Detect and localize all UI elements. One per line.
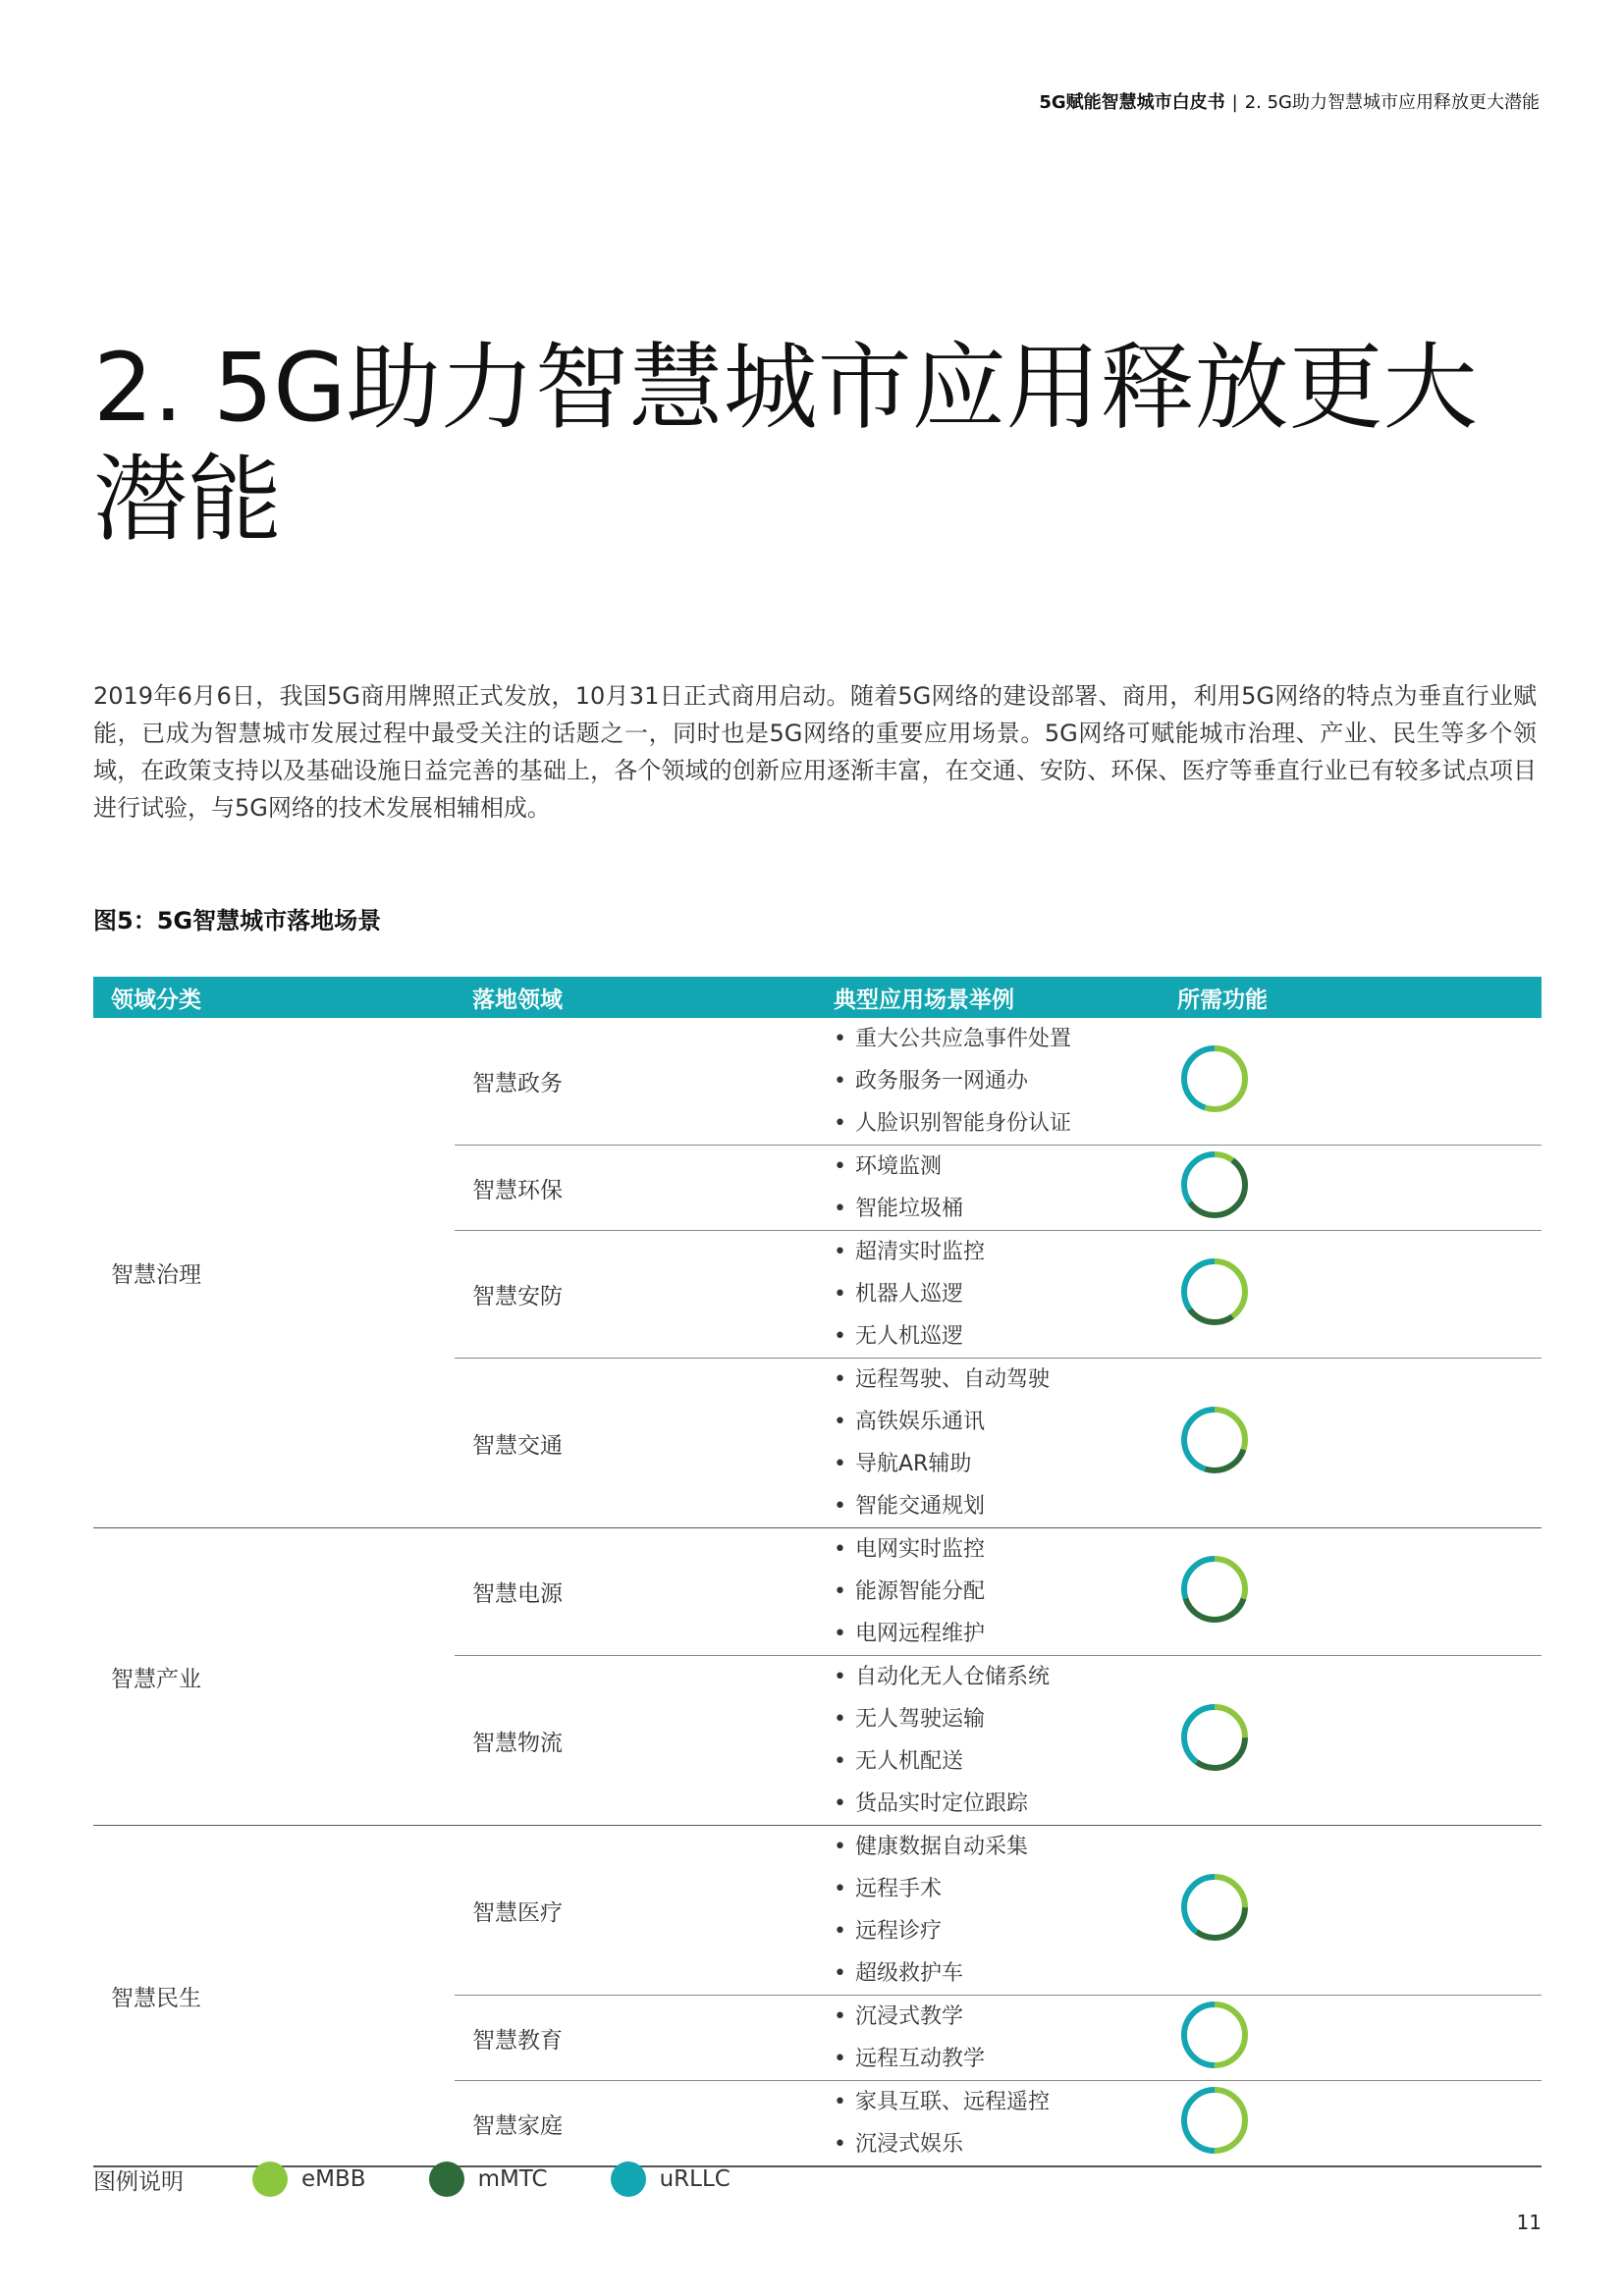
table-row	[93, 1528, 1542, 1656]
list-item	[834, 2038, 1160, 2080]
bullet-icon: •	[834, 1452, 846, 1476]
examples-cell	[816, 1528, 1160, 1656]
list-item	[834, 1102, 1160, 1145]
field-cell: 智慧政务	[472, 1071, 563, 1096]
example-text: 货品实时定位跟踪	[855, 1791, 1029, 1816]
bullet-icon: •	[834, 1240, 846, 1264]
field-cell: 智慧教育	[455, 1996, 816, 2081]
list-item	[834, 1571, 1160, 1613]
examples-cell	[816, 1826, 1160, 1996]
list-item	[834, 1613, 1160, 1655]
legend	[93, 2162, 793, 2197]
function-ring-icon	[1177, 1870, 1252, 1945]
list-item	[834, 1188, 1160, 1230]
examples-list	[834, 1231, 1160, 1358]
field-cell: 智慧环保	[455, 1146, 816, 1231]
example-text: 超级救护车	[855, 1961, 964, 1986]
example-text: 政务服务一网通办	[855, 1069, 1029, 1094]
table-body	[93, 1018, 1542, 2166]
table-row	[93, 1018, 1542, 1146]
example-text: 远程互动教学	[855, 2047, 986, 2071]
field-cell: 智慧电源	[455, 1528, 816, 1656]
bullet-icon: •	[834, 1622, 846, 1646]
examples-list	[834, 1996, 1160, 2080]
legend-label-urllc: uRLLC	[659, 2166, 731, 2192]
field-cell: 智慧安防	[455, 1231, 816, 1359]
function-ring-icon	[1177, 1255, 1252, 1329]
bullet-icon: •	[834, 2090, 846, 2114]
bullet-icon: •	[834, 1324, 846, 1349]
functions-cell	[1160, 1359, 1542, 1528]
category-cell: 智慧产业	[93, 1528, 455, 1826]
bullet-icon: •	[834, 1537, 846, 1562]
page-title	[93, 332, 1546, 556]
example-text: 导航AR辅助	[855, 1452, 972, 1476]
legend-item-urllc	[611, 2162, 731, 2197]
list-item	[834, 1783, 1160, 1825]
examples-list	[834, 1826, 1160, 1995]
example-text: 电网实时监控	[855, 1537, 986, 1562]
examples-cell	[816, 1146, 1160, 1231]
bullet-icon: •	[834, 2047, 846, 2071]
bullet-icon: •	[834, 1749, 846, 1774]
bullet-icon: •	[834, 1707, 846, 1732]
legend-item-embb	[252, 2162, 366, 2197]
list-item	[834, 1401, 1160, 1443]
functions-cell	[1160, 1656, 1542, 1826]
category-cell: 智慧治理	[111, 1262, 201, 1288]
list-item	[834, 1952, 1160, 1995]
scenario-table	[93, 977, 1542, 2167]
list-item	[834, 1315, 1160, 1358]
example-text: 家具互联、远程遥控	[855, 2090, 1051, 2114]
example-text: 远程驾驶、自动驾驶	[855, 1367, 1051, 1392]
functions-cell	[1160, 1018, 1542, 1146]
example-text: 沉浸式娱乐	[855, 2132, 964, 2157]
functions-cell	[1160, 1826, 1542, 1996]
function-ring-icon	[1177, 1041, 1252, 1116]
embb-swatch-icon	[252, 2162, 288, 2197]
example-text: 人脸识别智能身份认证	[855, 1111, 1072, 1136]
table-row	[93, 1826, 1542, 1996]
functions-cell	[1160, 1231, 1542, 1359]
column-header-field: 落地领域	[455, 977, 816, 1018]
function-ring-icon	[1177, 1552, 1252, 1627]
examples-cell	[816, 2081, 1160, 2167]
field-cell: 智慧家庭	[455, 2081, 816, 2167]
list-item	[834, 1826, 1160, 1868]
function-ring-icon	[1177, 1700, 1252, 1775]
list-item	[834, 1740, 1160, 1783]
bullet-icon: •	[834, 1835, 846, 1859]
example-text: 远程诊疗	[855, 1919, 943, 1944]
example-text: 健康数据自动采集	[855, 1835, 1029, 1859]
legend-title: 图例说明	[93, 2168, 184, 2195]
list-item	[834, 1698, 1160, 1740]
legend-label-mmtc: mMTC	[477, 2166, 548, 2192]
examples-cell	[816, 1359, 1160, 1528]
list-item	[834, 1485, 1160, 1527]
examples-list	[834, 1146, 1160, 1230]
bullet-icon: •	[834, 2132, 846, 2157]
field-cell: 智慧医疗	[455, 1826, 816, 1996]
mmtc-swatch-icon	[429, 2162, 464, 2197]
list-item	[834, 1273, 1160, 1315]
examples-cell	[816, 1018, 1160, 1146]
examples-cell	[816, 1231, 1160, 1359]
field-cell: 智慧交通	[455, 1359, 816, 1528]
example-text: 重大公共应急事件处置	[855, 1027, 1072, 1051]
list-item	[834, 1910, 1160, 1952]
page-title-line1: 2. 5G助力智慧城市应用释放更大	[93, 333, 1478, 443]
example-text: 无人机巡逻	[855, 1324, 964, 1349]
examples-list	[834, 1359, 1160, 1527]
header-separator: |	[1231, 92, 1238, 113]
bullet-icon: •	[834, 1665, 846, 1689]
list-item	[834, 1528, 1160, 1571]
function-ring-icon	[1177, 1403, 1252, 1477]
examples-cell	[816, 1996, 1160, 2081]
list-item	[834, 1146, 1160, 1188]
example-text: 沉浸式教学	[855, 2004, 964, 2029]
bullet-icon: •	[834, 1027, 846, 1051]
list-item	[834, 1443, 1160, 1485]
legend-item-mmtc	[429, 2162, 548, 2197]
page-number: 11	[1516, 2211, 1542, 2234]
example-text: 无人驾驶运输	[855, 1707, 986, 1732]
examples-cell	[816, 1656, 1160, 1826]
example-text: 远程手术	[855, 1877, 943, 1901]
column-header-examples: 典型应用场景举例	[816, 977, 1160, 1018]
bullet-icon: •	[834, 1282, 846, 1307]
example-text: 无人机配送	[855, 1749, 964, 1774]
bullet-icon: •	[834, 1877, 846, 1901]
list-item	[834, 1868, 1160, 1910]
function-ring-icon	[1177, 1998, 1252, 2072]
list-item	[834, 1231, 1160, 1273]
function-ring-icon	[1177, 2083, 1252, 2158]
example-text: 智能交通规划	[855, 1494, 986, 1519]
header-section-title: 2. 5G助力智慧城市应用释放更大潜能	[1244, 92, 1540, 113]
legend-label-embb: eMBB	[301, 2166, 366, 2192]
table-header-row	[93, 977, 1542, 1018]
list-item	[834, 2081, 1160, 2123]
list-item	[834, 1359, 1160, 1401]
page-title-line2: 潜能	[93, 445, 282, 555]
column-header-category: 领域分类	[93, 977, 455, 1018]
bullet-icon: •	[834, 1367, 846, 1392]
examples-list	[834, 2081, 1160, 2165]
bullet-icon: •	[834, 1494, 846, 1519]
list-item	[834, 2123, 1160, 2165]
example-text: 电网远程维护	[855, 1622, 986, 1646]
bullet-icon: •	[834, 1791, 846, 1816]
example-text: 自动化无人仓储系统	[855, 1665, 1051, 1689]
bullet-icon: •	[834, 2004, 846, 2029]
examples-list	[834, 1018, 1160, 1145]
functions-cell	[1160, 1996, 1542, 2081]
column-header-functions: 所需功能	[1160, 977, 1542, 1018]
example-text: 智能垃圾桶	[855, 1197, 964, 1221]
category-cell: 智慧民生	[93, 1826, 455, 2167]
example-text: 超清实时监控	[855, 1240, 986, 1264]
function-ring-icon	[1177, 1148, 1252, 1222]
example-text: 高铁娱乐通讯	[855, 1410, 986, 1434]
bullet-icon: •	[834, 1579, 846, 1604]
functions-cell	[1160, 1528, 1542, 1656]
example-text: 环境监测	[855, 1154, 943, 1179]
bullet-icon: •	[834, 1197, 846, 1221]
bullet-icon: •	[834, 1919, 846, 1944]
examples-list	[834, 1528, 1160, 1655]
bullet-icon: •	[834, 1961, 846, 1986]
example-text: 机器人巡逻	[855, 1282, 964, 1307]
bullet-icon: •	[834, 1111, 846, 1136]
example-text: 能源智能分配	[855, 1579, 986, 1604]
list-item	[834, 1060, 1160, 1102]
figure-caption: 图5：5G智慧城市落地场景	[93, 907, 382, 934]
bullet-icon: •	[834, 1410, 846, 1434]
functions-cell	[1160, 1146, 1542, 1231]
bullet-icon: •	[834, 1069, 846, 1094]
functions-cell	[1160, 2081, 1542, 2167]
list-item	[834, 1656, 1160, 1698]
header-doc-title: 5G赋能智慧城市白皮书	[1039, 92, 1225, 113]
list-item	[834, 1996, 1160, 2038]
intro-paragraph: 2019年6月6日，我国5G商用牌照正式发放，10月31日正式商用启动。随着5G网络的建设部署、商用，利用5G网络的特点为垂直行业赋能，已成为智慧城市发展过程中最受关注的话题之一，同时也是5G网络的重要应用场景。5G网络可赋能城市治理、产业、民生等多个领域，在政策支持以及基础设施日益完善的基础上，各个领域的创新应用逐渐丰富，在交通、安防、环保、医疗等垂直行业已有较多试点项目进行试验，与5G网络的技术发展相辅相成。	[93, 682, 1537, 822]
list-item	[834, 1018, 1160, 1060]
examples-list	[834, 1656, 1160, 1825]
field-cell: 智慧物流	[455, 1656, 816, 1826]
urllc-swatch-icon	[611, 2162, 646, 2197]
bullet-icon: •	[834, 1154, 846, 1179]
running-header	[1039, 88, 1540, 114]
